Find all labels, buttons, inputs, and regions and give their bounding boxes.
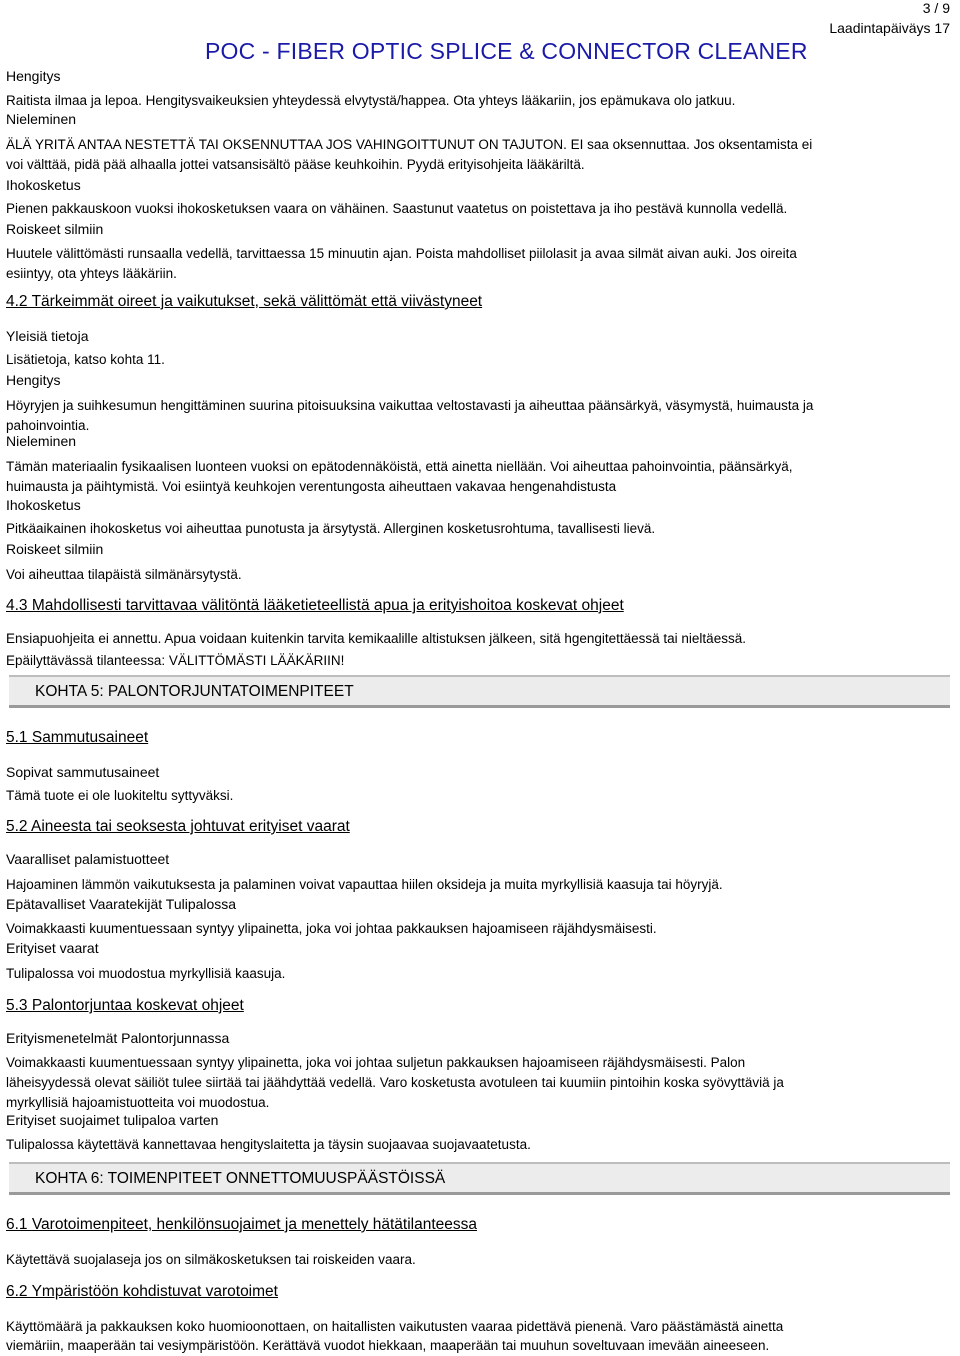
revision-date-label: Laadintapäiväys 17 <box>829 20 950 36</box>
heading-ihokosketus-4-2: Ihokosketus <box>6 497 81 513</box>
page-number: 3 / 9 <box>922 0 950 16</box>
paragraph-roiskeet-silmiin-4-2: Voi aiheuttaa tilapäistä silmänärsytystä. <box>6 567 242 582</box>
heading-roiskeet-silmiin: Roiskeet silmiin <box>6 221 104 237</box>
heading-sopivat-sammutusaineet: Sopivat sammutusaineet <box>6 764 160 780</box>
paragraph-erityismenetelmat-2: läheisyydessä olevat säiliöt tulee siirtää tai jäähdyttää vedellä. Varo kosketusta avotuleen tai kuumiin pintoihin koska syövyttäviä ja <box>6 1075 784 1090</box>
paragraph-roiskeet-silmiin-2: esiintyy, ota yhteys lääkäriin. <box>6 266 177 281</box>
paragraph-ihokosketus-4-2: Pitkäaikainen ihokosketus voi aiheuttaa punotusta ja ärsytystä. Allerginen kosketusrohtuma, tavallisesti lievä. <box>6 521 656 536</box>
paragraph-erityismenetelmat-3: myrkyllisiä hajoamistuotteita voi muodostua. <box>6 1095 270 1110</box>
section-4-3-title: 4.3 Mahdollisesti tarvittavaa välitöntä lääketieteellistä apua ja erityishoitoa koskevat ohjeet <box>6 597 624 614</box>
paragraph-ihokosketus: Pienen pakkauskoon vuoksi ihokosketuksen vaara on vähäinen. Saastunut vaatetus on poistettava ja iho pestävä kunnolla vedellä. <box>6 201 788 216</box>
heading-nieleminen-4-2: Nieleminen <box>6 433 77 449</box>
section-6-title: KOHTA 6: TOIMENPITEET ONNETTOMUUSPÄÄSTÖISSÄ <box>35 1170 446 1187</box>
section-5-2-title: 5.2 Aineesta tai seoksesta johtuvat erityiset vaarat <box>6 818 350 835</box>
paragraph-4-3-2: Epäilyttävässä tilanteessa: VÄLITTÖMÄSTI LÄÄKÄRIIN! <box>6 653 345 668</box>
paragraph-epatavalliset-vaaratekijat: Voimakkaasti kuumentuessaan syntyy ylipainetta, joka voi johtaa pakkauksen hajoamiseen räjähdysmäisesti. <box>6 921 657 936</box>
heading-erityiset-suojaimet: Erityiset suojaimet tulipaloa varten <box>6 1112 219 1128</box>
paragraph-yleisia-tietoja: Lisätietoja, katso kohta 11. <box>6 352 165 367</box>
heading-vaaralliset-palamistuotteet: Vaaralliset palamistuotteet <box>6 851 170 867</box>
section-5-title: KOHTA 5: PALONTORJUNTATOIMENPITEET <box>35 683 354 700</box>
heading-nieleminen: Nieleminen <box>6 111 77 127</box>
paragraph-nieleminen-1: ÄLÄ YRITÄ ANTAA NESTETTÄ TAI OKSENNUTTAA JOS VAHINGOITTUNUT ON TAJUTON. EI saa oksennuttaa. Jos oksentamista ei <box>6 137 813 152</box>
section-5-3-title: 5.3 Palontorjuntaa koskevat ohjeet <box>6 997 244 1014</box>
heading-hengitys: Hengitys <box>6 68 61 84</box>
paragraph-nieleminen-2: voi välttää, pidä pää alhaalla jottei vatsansisältö pääse keuhkoihin. Pyydä erityisohjeita lääkäriltä. <box>6 157 585 172</box>
paragraph-4-3-1: Ensiapuohjeita ei annettu. Apua voidaan kuitenkin tarvita kemikaalille altistuksen jälkeen, sitä hgengitettäessä tai nieltäessä. <box>6 631 746 646</box>
paragraph-hengitys: Raitista ilmaa ja lepoa. Hengitysvaikeuksien yhteydessä elvytystä/happea. Ota yhteys lääkariin, jos epämukava olo jatkuu. <box>6 93 736 108</box>
section-5-1-title: 5.1 Sammutusaineet <box>6 729 149 746</box>
paragraph-6-2-1: Käyttömäärä ja pakkauksen koko huomioonottaen, on haitallisten vaikutusten vaaraa pidettävä pienenä. Varo päästämästä ainetta <box>6 1319 784 1334</box>
paragraph-6-1: Käytettävä suojalaseja jos on silmäkosketuksen tai roiskeiden vaara. <box>6 1252 416 1267</box>
paragraph-hengitys-4-2-2: pahoinvointia. <box>6 418 90 433</box>
heading-hengitys-4-2: Hengitys <box>6 372 61 388</box>
paragraph-sopivat-sammutusaineet: Tämä tuote ei ole luokiteltu syttyväksi. <box>6 788 234 803</box>
paragraph-6-2-2: viemäriin, maaperään tai vesiympäristöön. Kerättävä vuodot hiekkaan, maaperään tai muuhun soveltuvaan imevään aineeseen. <box>6 1338 770 1353</box>
paragraph-nieleminen-4-2-1: Tämän materiaalin fysikaalisen luonteen vuoksi on epätodennäköistä, että ainetta niellään. Voi aiheuttaa pahoinvointia, päänsärkyä, <box>6 459 793 474</box>
heading-erityiset-vaarat: Erityiset vaarat <box>6 940 99 956</box>
paragraph-erityiset-suojaimet: Tulipalossa käytettävä kannettavaa hengityslaitetta ja täysin suojaavaa suojavaatetusta. <box>6 1137 531 1152</box>
document-title: POC - FIBER OPTIC SPLICE & CONNECTOR CLEANER <box>205 38 808 64</box>
section-6-2-title: 6.2 Ympäristöön kohdistuvat varotoimet <box>6 1283 278 1300</box>
section-5-header <box>9 675 950 708</box>
paragraph-erityismenetelmat-1: Voimakkaasti kuumentuessaan syntyy ylipainetta, joka voi johtaa suljetun pakkauksen hajoamiseen räjähdysmäisesti. Palon <box>6 1055 746 1070</box>
paragraph-erityiset-vaarat: Tulipalossa voi muodostua myrkyllisiä kaasuja. <box>6 966 286 981</box>
paragraph-hengitys-4-2-1: Höyryjen ja suihkesumun hengittäminen suurina pitoisuuksina vaikuttaa veltostavasti ja aiheuttaa päänsärkyä, väsymystä, huimausta ja <box>6 398 814 413</box>
paragraph-vaaralliset-palamistuotteet: Hajoaminen lämmön vaikutuksesta ja palaminen voivat vapauttaa hiilen oksideja ja muita myrkyllisiä kaasuja tai höyryjä. <box>6 877 723 892</box>
section-6-1-title: 6.1 Varotoimenpiteet, henkilönsuojaimet ja menettely hätätilanteessa <box>6 1216 478 1233</box>
heading-roiskeet-silmiin-4-2: Roiskeet silmiin <box>6 541 104 557</box>
paragraph-nieleminen-4-2-2: huimausta ja päihtymistä. Voi esiintyä keuhkojen verentungosta aiheuttaen vakavaa hengenahdistusta <box>6 479 617 494</box>
heading-erityismenetelmat: Erityismenetelmät Palontorjunnassa <box>6 1030 230 1046</box>
heading-ihokosketus: Ihokosketus <box>6 177 81 193</box>
heading-epatavalliset-vaaratekijat: Epätavalliset Vaaratekijät Tulipalossa <box>6 896 237 912</box>
section-6-header <box>9 1162 950 1195</box>
paragraph-roiskeet-silmiin-1: Huutele välittömästi runsaalla vedellä, tarvittaessa 15 minuutin ajan. Poista mahdolliset piilolasit ja avaa silmät aivan auki. Jos oireita <box>6 246 797 261</box>
section-4-2-title: 4.2 Tärkeimmät oireet ja vaikutukset, sekä välittömät että viivästyneet <box>6 293 483 310</box>
heading-yleisia-tietoja: Yleisiä tietoja <box>6 328 89 344</box>
